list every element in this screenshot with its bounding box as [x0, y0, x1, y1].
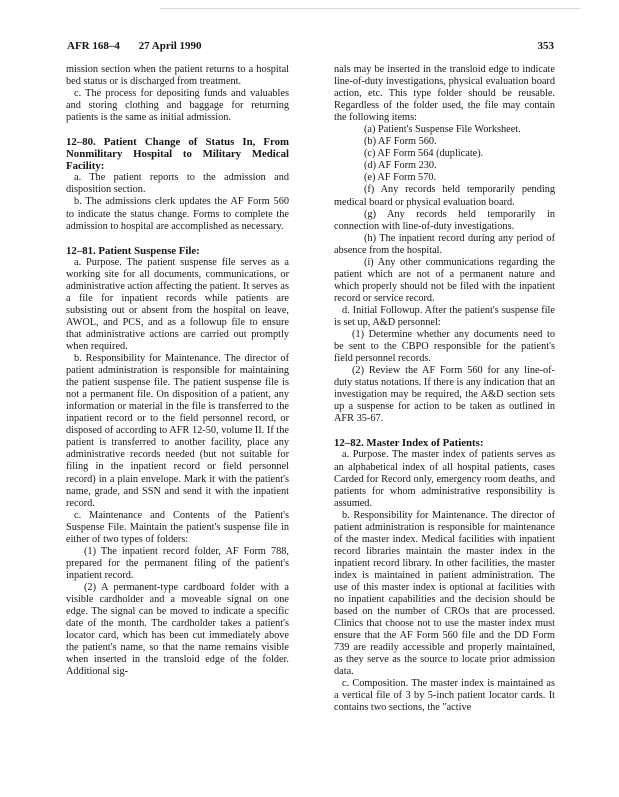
- paragraph: mission section when the patient returns to a hospital bed status or is discharged from treatment.: [66, 64, 289, 88]
- page-number: 353: [537, 40, 554, 52]
- section-heading: 12–82. Master Index of Patients:: [334, 437, 484, 450]
- list-item: (d) AF Form 230.: [364, 160, 437, 172]
- paragraph: a. Purpose. The patient suspense file serves as a working site for all documents, communications, or administrative action affecting the patient. It serves as a file for inpatient records while patients are subsisting out or absent from the hospital on leave, AWOL, and PCS, and as a followup file to ensure that administrative actions are carried out promptly when required.: [66, 256, 289, 352]
- left-column: [66, 64, 289, 678]
- top-rule: [160, 8, 580, 9]
- document-id: AFR 168–4: [67, 40, 120, 52]
- paragraph: (2) A permanent-type cardboard folder with a visible cardholder and a moveable signal on one edge. The signal can be moved to indicate a specific date of the month. The cardholder takes a patient's locator card, which has been cut immediately above the patient's name, so that the name remains visible when inserted in the transloid edge of the folder. Additional sig-: [66, 581, 289, 678]
- right-column: [334, 64, 555, 714]
- list-item: (a) Patient's Suspense File Worksheet.: [364, 124, 521, 136]
- paragraph: (h) The inpatient record during any period of absence from the hospital.: [334, 232, 555, 256]
- paragraph: (1) The inpatient record folder, AF Form 788, prepared for the permanent filing of the patient's inpatient record.: [66, 545, 289, 581]
- document-date: 27 April 1990: [138, 40, 202, 52]
- paragraph: d. Initial Followup. After the patient's suspense file is set up, A&D personnel:: [334, 304, 555, 328]
- list-item: (e) AF Form 570.: [364, 172, 437, 184]
- paragraph: b. Responsibility for Maintenance. The director of patient administration is responsible for maintenance of the master index. Medical facilities with inpatient record libraries maintain the master index in the inpatient record library. In other facilities, the master index is maintained in patient administration. The use of this master index is optional at facilities with no inpatient capabilities and the decision should be based on the number of CROs that are processed. Clinics that choose not to use the master index must ensure that the AF Form 560 file and the DD Form 739 are readily accessible and properly maintained, as they serve as the source to locate prior admission data.: [334, 509, 555, 678]
- paragraph: (2) Review the AF Form 560 for any line-of-duty status notations. If there is any indication that an investigation may be required, the A&D section sets up a suspense for action to be taken as outlined in AFR 35-67.: [334, 365, 555, 425]
- section-heading: 12–81. Patient Suspense File:: [66, 244, 200, 257]
- list-item: (b) AF Form 560.: [364, 136, 437, 148]
- paragraph: c. Maintenance and Contents of the Patient's Suspense File. Maintain the patient's suspense file in either of two types of folders:: [66, 509, 289, 545]
- list-item: (c) AF Form 564 (duplicate).: [364, 148, 484, 160]
- paragraph: (g) Any records held temporarily in connection with line-of-duty investigations.: [334, 208, 555, 232]
- paragraph: nals may be inserted in the transloid edge to indicate line-of-duty investigations, physical evaluation board action, etc. This type folder should be reusable. Regardless of the folder used, the file may contain the following items:: [334, 64, 555, 124]
- paragraph: b. The admissions clerk updates the AF Form 560 to indicate the status change. Forms to complete the admission to hospital are accomplished as necessary.: [66, 196, 289, 232]
- paragraph: b. Responsibility for Maintenance. The director of patient administration is responsible for maintaining the patient suspense file. The patient suspense file is not a permanent file. On disposition of a patient, any information or material in the file is transferred to the inpatient record or to the field personnel record, or disposed of according to AFR 12-50, volume II. If the patient is transferred to another facility, place any administrative records needed (but not suitable for filing in the inpatient record or field personnel record) in a plain envelope. Mark it with the patient's name, grade, and SSN and send it with the inpatient record.: [66, 353, 289, 509]
- paragraph: (i) Any other communications regarding the patient which are not of a permanent nature and which properly should not be filed with the inpatient record or service record.: [334, 256, 555, 304]
- paragraph: (f) Any records held temporarily pending medical board or physical evaluation board.: [334, 184, 555, 208]
- paragraph: a. Purpose. The master index of patients serves as an alphabetical index of all hospital patients, cases Carded for Record only, emergency room deaths, and patients for whom administrative responsibility is assumed.: [334, 449, 555, 509]
- paragraph: c. Composition. The master index is maintained as a vertical file of 3 by 5-inch patient locator cards. It contains two sections, the "active: [334, 678, 555, 714]
- paragraph: c. The process for depositing funds and valuables and storing clothing and baggage for returning patients is the same as initial admission.: [66, 88, 289, 124]
- section-heading: 12–80. Patient Change of Status In, From Nonmilitary Hospital to Military Medical Facility:: [66, 136, 289, 173]
- running-header: [67, 40, 554, 52]
- paragraph: (1) Determine whether any documents need to be sent to the CBPO responsible for the patient's field personnel records.: [334, 329, 555, 365]
- paragraph: a. The patient reports to the admission and disposition section.: [66, 172, 289, 196]
